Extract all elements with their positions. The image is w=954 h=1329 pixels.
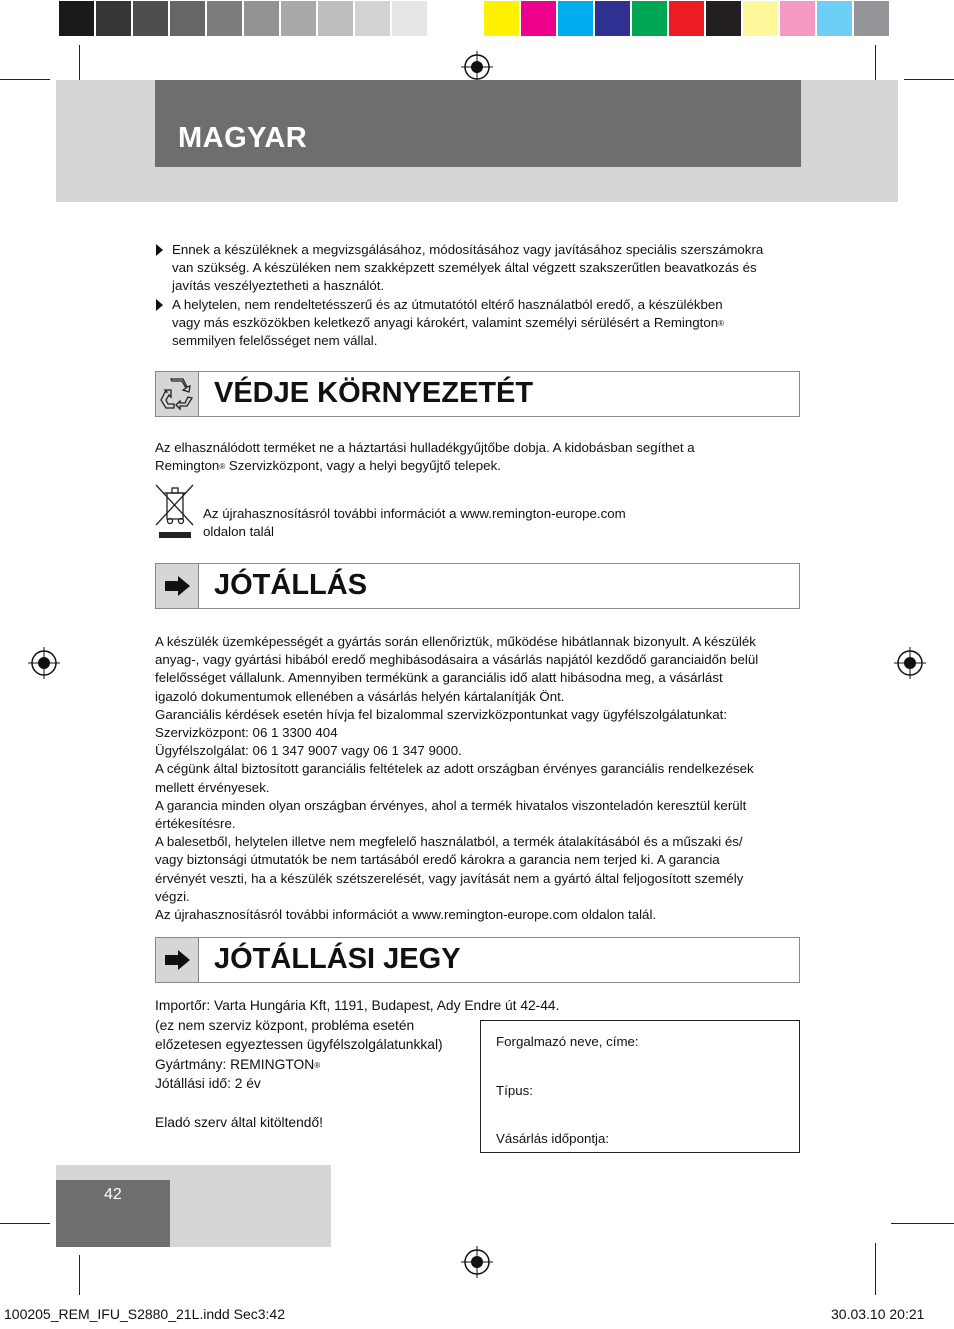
paragraph-line: érvényét veszti, ha a készülék szétszerelését, vagy javítását nem a gyártó által feljogosított személy [155,870,744,886]
section-header-environment [155,371,800,417]
registration-mark-icon [461,51,493,83]
registered-mark: ® [718,318,725,328]
color-swatch [391,0,428,37]
section-title: JÓTÁLLÁS [214,569,368,601]
period-line: Jótállási idő: 2 év [155,1076,261,1091]
color-swatch [354,0,391,37]
paragraph-line: Az elhasználódott terméket ne a háztartási hulladékgyűjtőbe dobja. A kidobásban segíthet a [155,440,695,455]
list-item [155,241,800,296]
paragraph-line: végzi. [155,888,190,904]
color-swatch [428,0,465,37]
section-header-warranty [155,563,800,609]
paragraph-line: Szervizközpont: 06 1 3300 404 [155,725,338,741]
paragraph-text: Szervizközpont, vagy a helyi begyűjtő telepek. [225,458,501,474]
warranty-paragraph [155,633,805,924]
color-swatch [816,0,853,37]
brand-text: Gyártmány: REMINGTON [155,1056,315,1072]
warranty-form-box [480,1020,800,1153]
bullet-line [172,314,800,332]
paragraph-line: vagy biztonsági útmutatók be nem tartásából eredő károkra a garancia nem terjed ki. A garancia [155,852,720,868]
registered-mark: ® [219,462,226,472]
color-swatch [742,0,779,37]
date-slug: 30.03.10 20:21 [831,1306,925,1322]
bullet-line: semmilyen felelősséget nem vállal. [172,333,378,349]
fill-note: Eladó szerv által kitöltendő! [155,1114,323,1130]
bullet-line: A helytelen, nem rendeltetésszerű és az útmutatótól eltérő használatból eredő, a készülékben [172,296,723,312]
paragraph-line [155,457,800,475]
registration-mark-icon [28,647,60,679]
color-swatch [280,0,317,37]
arrow-right-icon [156,564,199,608]
paragraph-line: felelősséget vállalunk. Amennyiben termékünk a garanciális idő alatt hibásodna meg, a vásárlást [155,670,723,686]
bullet-text: vagy más eszközökben keletkező anyagi károkért, valamint személyi sérülésért a Remington [172,314,719,330]
color-swatch [520,0,557,37]
color-swatch [483,0,520,37]
section-title: VÉDJE KÖRNYEZETÉT [214,377,534,409]
process-color-bar [483,0,890,38]
importer-line: Importőr: Varta Hungária Kft, 1191, Budapest, Ady Endre út 42-44. [155,998,560,1013]
color-swatch [206,0,243,37]
crop-mark [0,79,50,80]
file-slug: 100205_REM_IFU_S2880_21L.indd Sec3:42 [4,1306,285,1322]
paragraph-line: Az újrahasznosításról további információt a www.remington-europe.com [203,506,626,521]
color-swatch [132,0,169,37]
color-swatch [557,0,594,37]
section-header-warranty-card [155,937,800,983]
color-swatch [243,0,280,37]
paragraph-line: igazoló dokumentumok ellenében a vásárlás helyén kártalanítják Önt. [155,688,565,704]
crop-mark [0,1223,50,1224]
color-swatch [631,0,668,37]
paragraph-line: értékesítésre. [155,816,236,832]
bullet-line: van szükség. A készüléken nem szakképzett személyek által végzett szakszerűtlen beavatkozás és [172,260,757,276]
dealer-field-label[interactable]: Forgalmazó neve, címe: [496,1034,639,1049]
color-swatch [779,0,816,37]
color-swatch [594,0,631,37]
section-title: JÓTÁLLÁSI JEGY [214,943,461,975]
list-item [155,296,800,351]
purchase-date-field-label[interactable]: Vásárlás időpontja: [496,1131,610,1146]
color-swatch [317,0,354,37]
registration-mark-icon [894,647,926,679]
crossed-bin-icon [155,483,195,541]
crop-mark [79,45,80,85]
paragraph-line: oldalon talál [203,524,274,540]
note-line: előzetesen egyeztessen ügyfélszolgálatunkkal) [155,1037,443,1052]
bullet-line: javítás veszélyeztetheti a használót. [172,278,385,294]
recycle-icon [156,372,199,416]
paragraph-line: Az újrahasznosításról további információt a www.remington-europe.com oldalon talál. [155,907,657,923]
crop-mark [891,1223,954,1224]
crop-mark [79,1255,80,1295]
color-swatch [705,0,742,37]
registered-mark: ® [314,1060,321,1070]
paragraph-text: Remington [155,458,220,474]
arrow-right-icon [156,938,199,982]
paragraph-line: Garanciális kérdések esetén hívja fel bizalommal szervizközpontunkat vagy ügyfélszolgálatunkat: [155,706,728,722]
color-swatch [169,0,206,37]
paragraph-line: anyag-, vagy gyártási hibából eredő meghibásodásaira a vásárlás napjától kezdődő garanciaidőn belül [155,652,759,668]
paragraph-line: mellett érvényesek. [155,779,270,795]
type-field-label[interactable]: Típus: [496,1083,533,1098]
paragraph-line: A készülék üzemképességét a gyártás során ellenőriztük, működése hibátlannak bizonyult. A készülék [155,634,756,649]
page-number: 42 [104,1186,122,1203]
registration-mark-icon [461,1246,493,1278]
paragraph-line: A garancia minden olyan országban érvényes, ahol a termék hivatalos viszonteladón keresztül került [155,797,747,813]
note-line: (ez nem szerviz központ, probléma esetén [155,1017,415,1033]
color-swatch [668,0,705,37]
bullet-line: Ennek a készüléknek a megvizsgálásához, módosításához vagy javításához speciális szerszámokra [172,242,764,257]
paragraph-line: A cégünk által biztosított garanciális feltételek az adott országban érvényes garanciális rendelkezések [155,761,754,777]
crop-mark [875,1243,876,1295]
crop-mark [875,45,876,85]
color-swatch [95,0,132,37]
paragraph-line: Ügyfélszolgálat: 06 1 347 9007 vagy 06 1 347 9000. [155,743,462,759]
color-swatch [58,0,95,37]
paragraph-line: A balesetből, helytelen illetve nem megfelelő használatból, a termék átalakításából és a műszaki és/ [155,834,743,850]
grayscale-bar [58,0,465,38]
crop-mark [904,79,954,80]
environment-paragraph [155,439,800,475]
intro-bullet-list [155,241,800,350]
recycling-info [203,505,763,541]
page-title: MAGYAR [178,122,308,154]
color-swatch [853,0,890,37]
